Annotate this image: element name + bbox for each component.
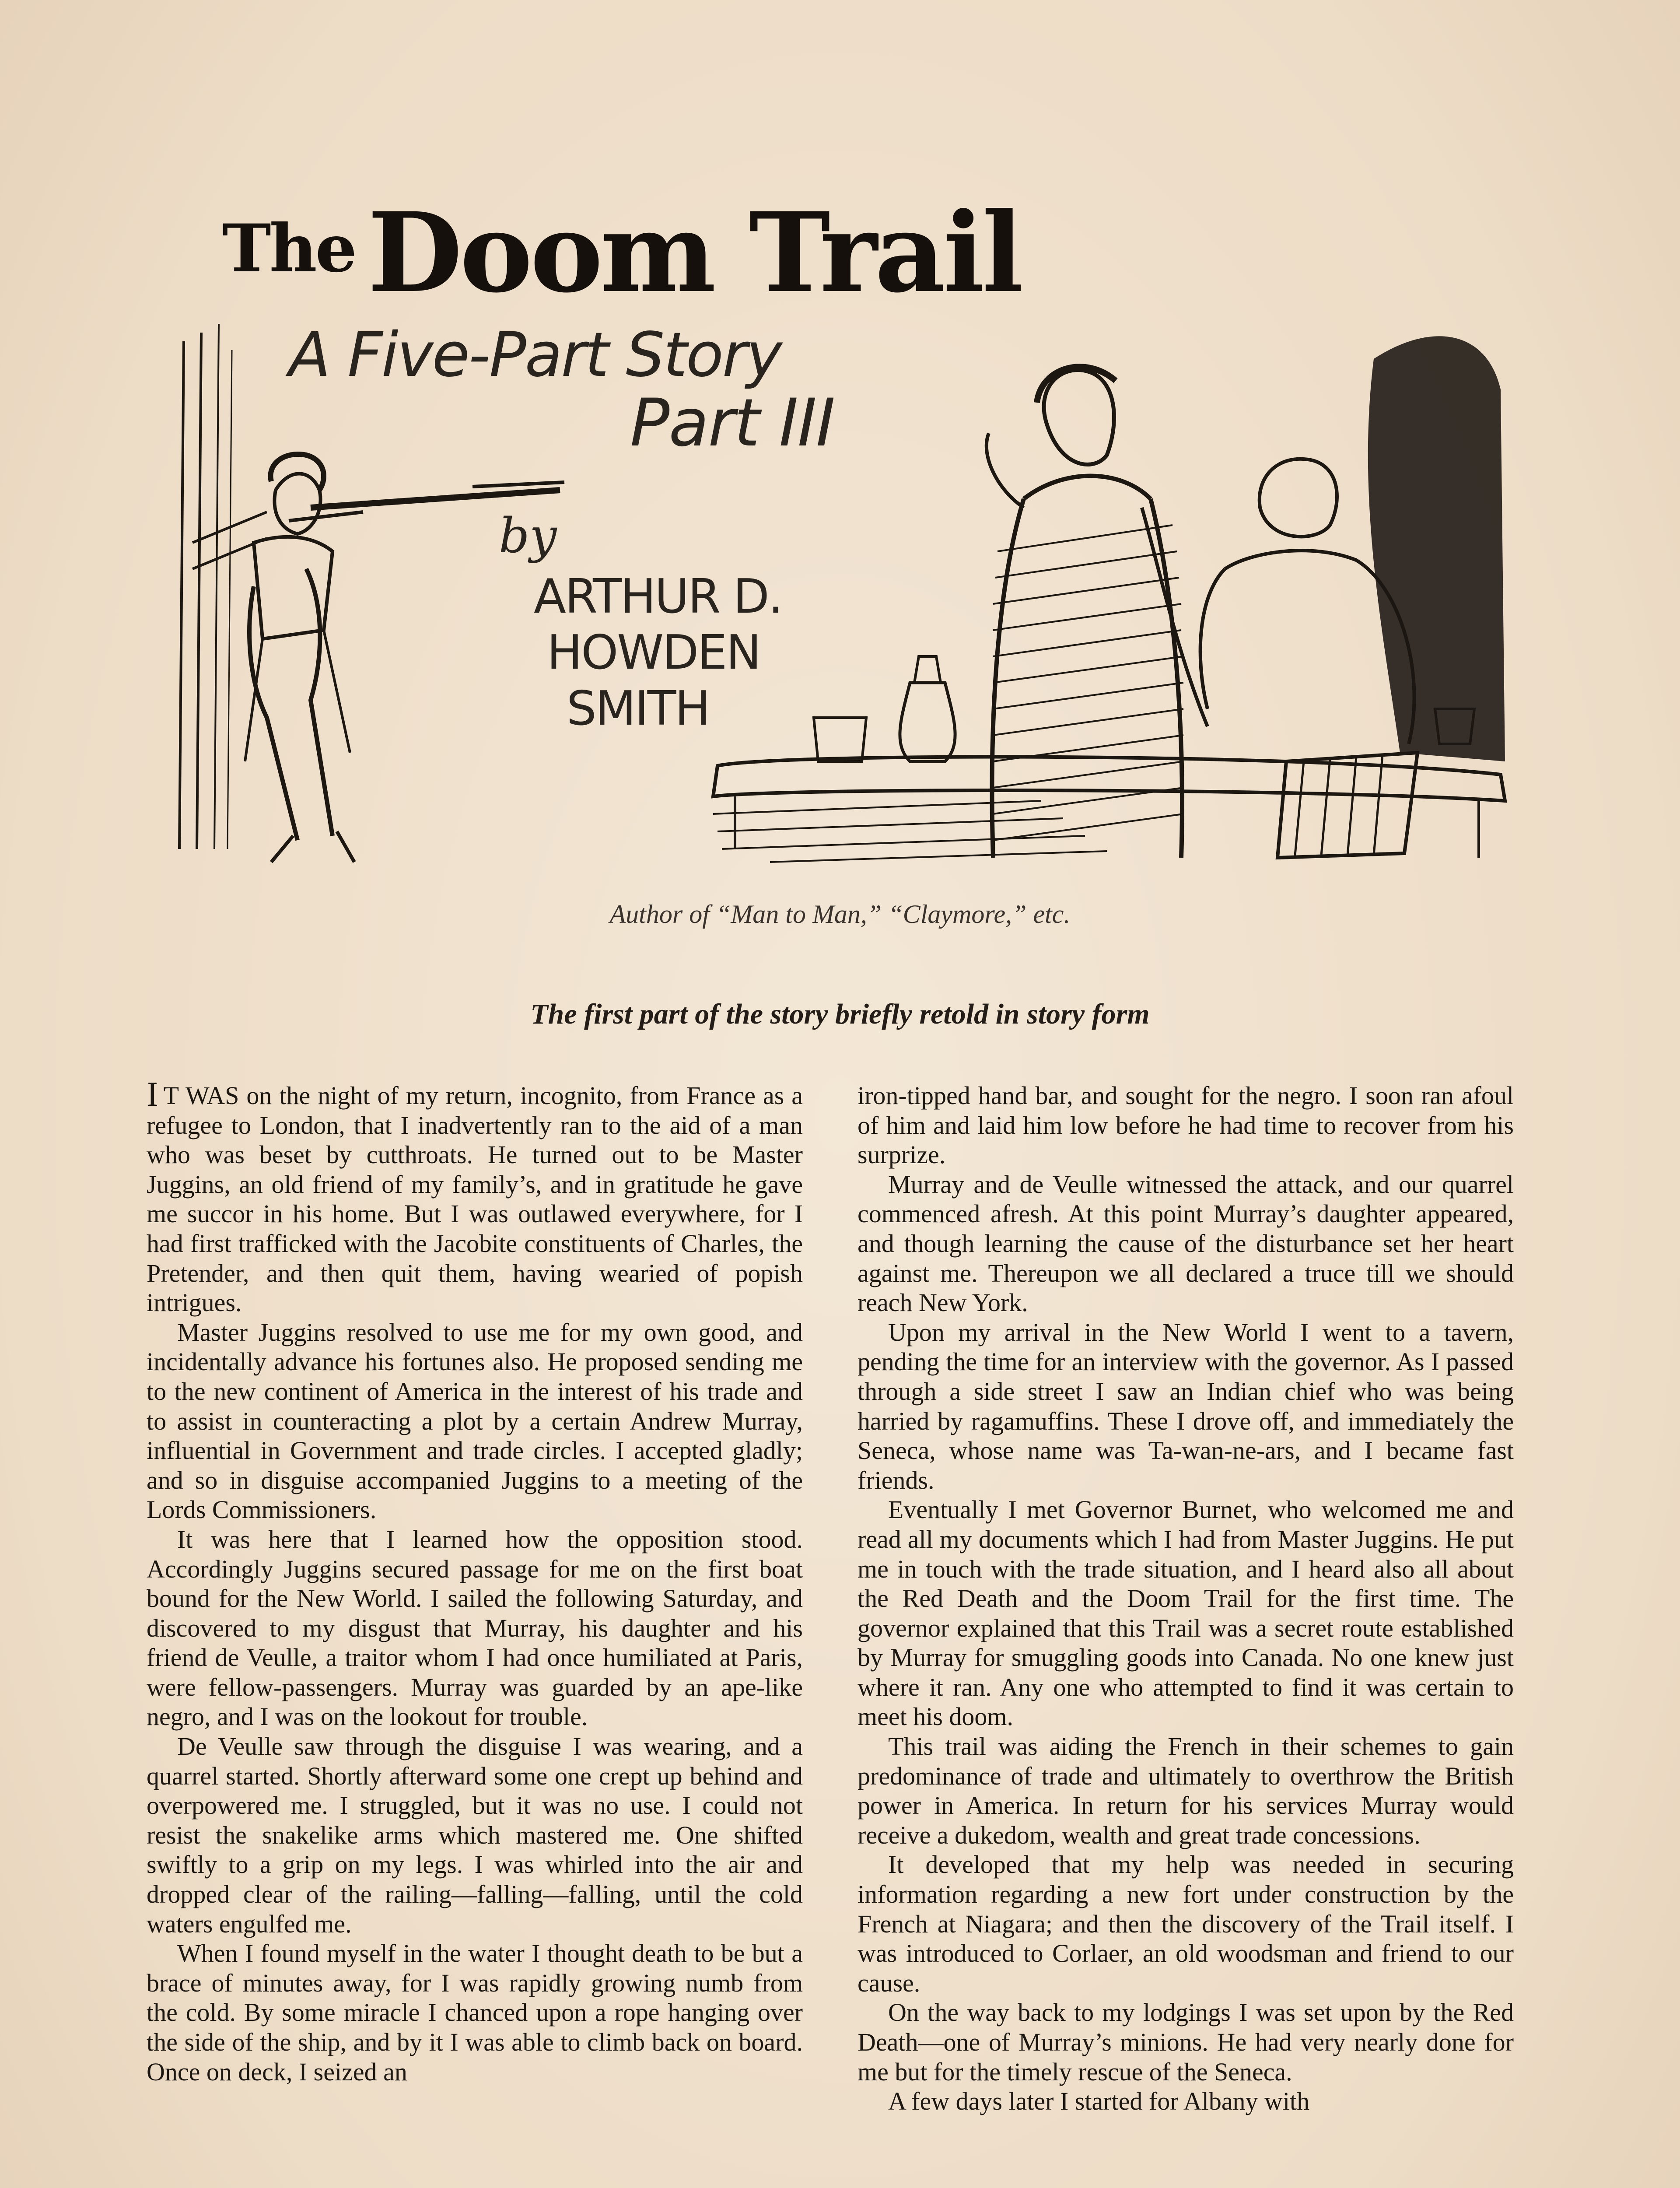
paragraph bbox=[147, 1075, 803, 1318]
author-line: ARTHUR D. bbox=[534, 569, 782, 624]
paragraph-text: T WAS on the night of my return, incognito, from France as a refugee to London, that I inadvertently ran to the aid of a man who was beset by cutthroats. He turned out to be Master Juggins, an old friend of my family’s, and in gratitude he gave me succor in his home. But I was outlawed everywhere, for I had first trafficked with the Jacobite constituents of Charles, the Pretender, and then quit them, having wearied of popish intrigues. bbox=[147, 1081, 803, 1317]
paragraph: Eventually I met Governor Burnet, who welcomed me and read all my documents which I had from Master Juggins. He put me in touch with the trade situation, and I heard also all about the Red Death and the Doom Trail for the first time. The governor explained that this Trail was a secret route established by Murray for smuggling goods into Canada. No one knew just where it ran. Any one who attempted to find it was certain to meet his doom. bbox=[858, 1495, 1514, 1731]
paragraph: When I found myself in the water I thought death to be but a brace of minutes away, for I was rapidly growing numb from the cold. By some miracle I chanced upon a rope hanging over the side of the ship, and by it I was able to climb back on board. Once on deck, I seized an bbox=[147, 1939, 803, 2086]
paragraph: A few days later I started for Albany with bbox=[888, 2087, 1310, 2116]
text-column-left bbox=[147, 1075, 803, 2086]
paragraph: iron-tipped hand bar, and sought for the negro. I soon ran afoul of him and laid him low before he had time to recover from his surprize. bbox=[858, 1081, 1514, 1169]
retold-heading: The first part of the story briefly retold in story form bbox=[530, 998, 1150, 1030]
story-part: Part III bbox=[630, 385, 835, 461]
title-the: The bbox=[222, 210, 356, 287]
paragraph: It was here that I learned how the opposition stood. Accordingly Juggins secured passage for me on the first boat bound for the New World. I sailed the following Saturday, and discovered to my disgust that Murray, his daughter and his friend de Veulle, a traitor whom I had once humiliated at Paris, were fellow-passengers. Murray was guarded by an ape-like negro, and I was on the lookout for trouble. bbox=[147, 1525, 803, 1731]
paragraph: Master Juggins resolved to use me for my own good, and incidentally advance his fortunes also. He proposed sending me to the new continent of America in the interest of his trade and to assist in counteracting a plot by a certain Andrew Murray, influential in Government and trade circles. I accepted gladly; and so in disguise accompanied Juggins to a meeting of the Lords Commissioners. bbox=[147, 1318, 803, 1524]
drop-cap: I bbox=[147, 1075, 158, 1114]
text-column-right bbox=[858, 1081, 1514, 2116]
paragraph: Murray and de Veulle witnessed the attack, and our quarrel commenced afresh. At this point Murray’s daughter appeared, and though learning the cause of the disturbance set her heart against me. Thereupon we all declared a truce till we should reach New York. bbox=[858, 1170, 1514, 1317]
paragraph: Upon my arrival in the New World I went to a tavern, pending the time for an interview with the governor. As I passed through a side street I saw an Indian chief who was being harried by ragamuffins. These I drove off, and immediately the Seneca, whose name was Ta-wan-ne-ars, and I became fast friends. bbox=[858, 1318, 1514, 1494]
story-illustration bbox=[166, 324, 1514, 871]
story-title: Doom Trail bbox=[368, 188, 1021, 317]
author-name bbox=[534, 569, 782, 737]
paragraph: This trail was aiding the French in their schemes to gain predominance of trade and ultimately to overthrow the British power in America. In return for his services Murray would receive a dukedom, wealth and great trade concessions. bbox=[858, 1732, 1514, 1849]
paragraph: On the way back to my lodgings I was set upon by the Red Death—one of Murray’s minions. He had very nearly done for me but for the timely rescue of the Seneca. bbox=[858, 1998, 1514, 2086]
byline: by bbox=[499, 508, 557, 564]
paragraph: De Veulle saw through the disguise I was wearing, and a quarrel started. Shortly afterward some one crept up behind and overpowered me. I struggled, but it was no use. I could not resist the snakelike arms which mastered me. One shifted swiftly to a grip on my legs. I was whirled into the air and dropped clear of the railing—falling—falling, until the cold waters engulfed me. bbox=[147, 1732, 803, 1938]
paragraph: It developed that my help was needed in securing information regarding a new fort under construction by the French at Niagara; and then the discovery of the Trail itself. I was introduced to Corlaer, an old woodsman and friend to our cause. bbox=[858, 1850, 1514, 1997]
author-line: SMITH bbox=[567, 681, 709, 736]
story-subtitle: A Five-Part Story bbox=[289, 319, 781, 391]
author-line: HOWDEN bbox=[547, 625, 760, 680]
author-credit: Author of “Man to Man,” “Claymore,” etc. bbox=[609, 900, 1071, 929]
